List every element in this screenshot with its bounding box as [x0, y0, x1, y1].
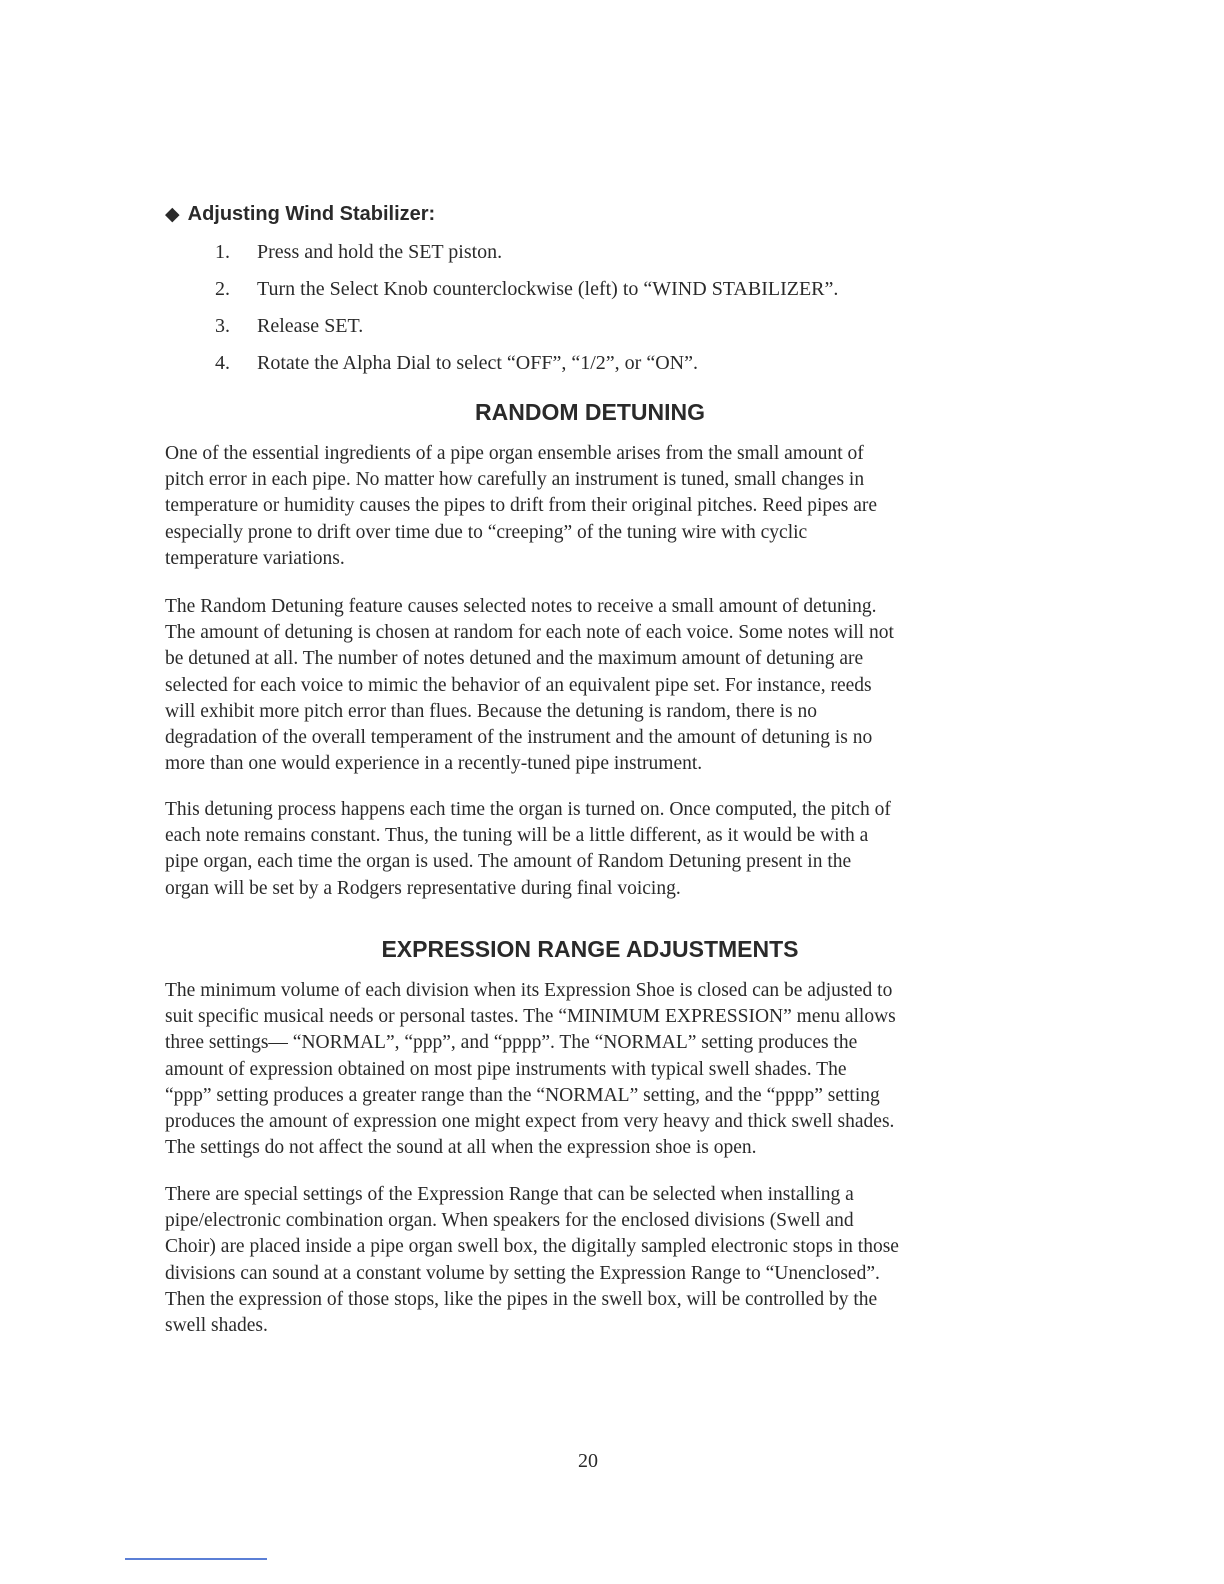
expression-range-paragraph-2 [165, 1182, 1025, 1339]
step-number: 3. [215, 315, 230, 337]
wind-stabilizer-heading [165, 203, 435, 226]
text-line: more than one would experience in a recently-tuned pipe instrument. [165, 753, 703, 775]
random-detuning-paragraph-3 [165, 797, 1025, 902]
text-line: swell shades. [165, 1315, 268, 1337]
random-detuning-title: RANDOM DETUNING [475, 399, 705, 425]
text-line: pitch error in each pipe. No matter how carefully an instrument is tuned, small changes in [165, 469, 865, 491]
step-number: 2. [215, 278, 230, 300]
footer-rule [125, 1558, 267, 1560]
step-text: Rotate the Alpha Dial to select “OFF”, “1/2”, or “ON”. [257, 352, 698, 374]
diamond-bullet-icon: ◆ [165, 204, 180, 225]
text-line: produces the amount of expression one might expect from very heavy and thick swell shades. [165, 1111, 895, 1133]
step-item [215, 311, 838, 348]
text-line: Choir) are placed inside a pipe organ swell box, the digitally sampled electronic stops in those [165, 1236, 899, 1258]
wind-stabilizer-steps [215, 237, 838, 385]
text-line: degradation of the overall temperament of the instrument and the amount of detuning is no [165, 727, 873, 749]
step-item [215, 348, 838, 385]
text-line: selected for each voice to mimic the behavior of an equivalent pipe set. For instance, reeds [165, 674, 872, 696]
expression-range-paragraph-1 [165, 978, 1025, 1161]
step-number: 1. [215, 241, 230, 263]
text-line: each note remains constant. Thus, the tuning will be a little different, as it would be with a [165, 825, 869, 847]
text-line: The settings do not affect the sound at all when the expression shoe is open. [165, 1137, 757, 1159]
text-line: will exhibit more pitch error than flues. Because the detuning is random, there is no [165, 700, 817, 722]
text-line: “ppp” setting produces a greater range than the “NORMAL” setting, and the “pppp” setting [165, 1084, 880, 1106]
text-line: especially prone to drift over time due to “creeping” of the tuning wire with cyclic [165, 521, 808, 543]
text-line: three settings— “NORMAL”, “ppp”, and “pppp”. The “NORMAL” setting produces the [165, 1032, 858, 1054]
step-text: Release SET. [257, 315, 364, 337]
text-line: amount of expression obtained on most pipe instruments with typical swell shades. The [165, 1058, 847, 1080]
text-line: temperature or humidity causes the pipes to drift from their original pitches. Reed pipes are [165, 495, 878, 517]
page-number: 20 [578, 1450, 598, 1472]
step-item [215, 274, 838, 311]
text-line: pipe organ, each time the organ is used. The amount of Random Detuning present in the [165, 851, 852, 873]
text-line: pipe/electronic combination organ. When speakers for the enclosed divisions (Swell and [165, 1210, 854, 1232]
text-line: One of the essential ingredients of a pipe organ ensemble arises from the small amount of [165, 443, 864, 464]
text-line: The minimum volume of each division when its Expression Shoe is closed can be adjusted to [165, 980, 893, 1001]
text-line: organ will be set by a Rodgers representative during final voicing. [165, 877, 681, 899]
step-item [215, 237, 838, 274]
step-number: 4. [215, 352, 230, 374]
random-detuning-paragraph-1 [165, 441, 1025, 572]
text-line: divisions can sound at a constant volume by setting the Expression Range to “Unenclosed”. [165, 1262, 880, 1284]
text-line: The amount of detuning is chosen at random for each note of each voice. Some notes will not [165, 622, 894, 644]
text-line: suit specific musical needs or personal tastes. The “MINIMUM EXPRESSION” menu allows [165, 1006, 896, 1028]
step-text: Press and hold the SET piston. [257, 241, 503, 263]
text-line: The Random Detuning feature causes selected notes to receive a small amount of detuning. [165, 596, 877, 617]
text-line: Then the expression of those stops, like the pipes in the swell box, will be controlled by the [165, 1288, 878, 1310]
text-line: temperature variations. [165, 547, 345, 569]
wind-stabilizer-heading-text: Adjusting Wind Stabilizer: [187, 203, 436, 225]
text-line: This detuning process happens each time the organ is turned on. Once computed, the pitch of [165, 799, 891, 820]
random-detuning-paragraph-2 [165, 594, 1025, 777]
text-line: There are special settings of the Expression Range that can be selected when installing a [165, 1184, 854, 1205]
step-text: Turn the Select Knob counterclockwise (left) to “WIND STABILIZER”. [257, 278, 839, 300]
expression-range-title: EXPRESSION RANGE ADJUSTMENTS [381, 936, 799, 962]
text-line: be detuned at all. The number of notes detuned and the maximum amount of detuning are [165, 648, 864, 670]
